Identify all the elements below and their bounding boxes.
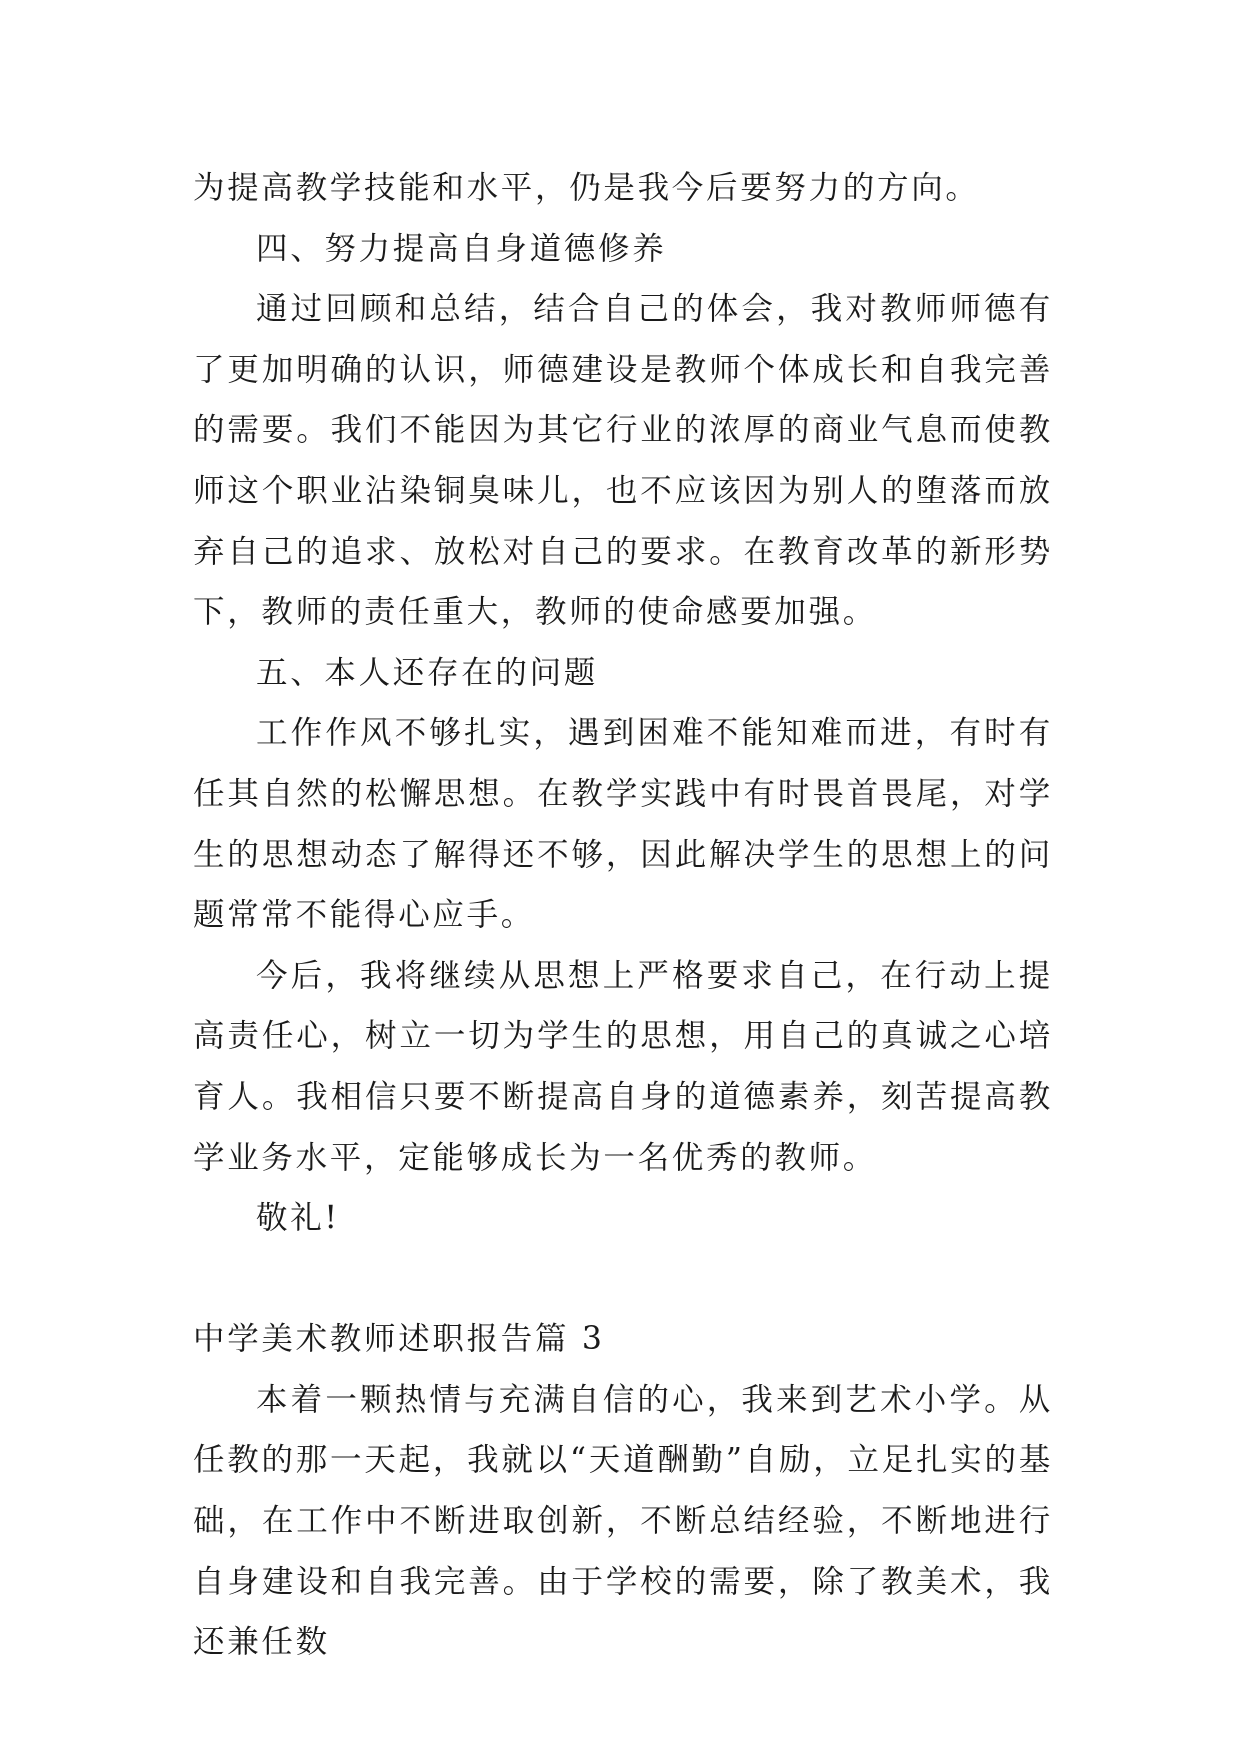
document-body (193, 158, 1053, 1673)
paragraph: 本着一颗热情与充满自信的心，我来到艺术小学。从任教的那一天起，我就以“天道酬勤”自励，立足扎实的基础，在工作中不断进取创新，不断总结经验，不断地进行自身建设和自我完善。由于学校的需要，除了教美术，我还兼任数 (193, 1381, 1053, 1661)
section-title: 中学美术教师述职报告篇 3 (193, 1321, 605, 1358)
paragraph: 今后，我将继续从思想上严格要求自己，在行动上提高责任心，树立一切为学生的思想，用自己的真诚之心培育人。我相信只要不断提高自身的道德素养，刻苦提高教学业务水平，定能够成长为一名优秀的教师。 (193, 957, 1053, 1176)
closing-salutation: 敬礼! (256, 1200, 340, 1237)
section-heading-problems: 五、本人还存在的问题 (256, 654, 599, 691)
paragraph: 为提高教学技能和水平，仍是我今后要努力的方向。 (193, 170, 980, 206)
paragraph: 工作作风不够扎实，遇到困难不能知难而进，有时有任其自然的松懈思想。在教学实践中有时畏首畏尾，对学生的思想动态了解得还不够，因此解决学生的思想上的问题常常不能得心应手。 (193, 715, 1053, 934)
paragraph: 通过回顾和总结，结合自己的体会，我对教师师德有了更加明确的认识，师德建设是教师个体成长和自我完善的需要。我们不能因为其它行业的浓厚的商业气息而使教师这个职业沾染铜臭味儿，也不应该因为别人的堕落而放弃自己的追求、放松对自己的要求。在教育改革的新形势下，教师的责任重大，教师的使命感要加强。 (193, 291, 1053, 631)
blank-line (193, 1249, 1053, 1310)
section-heading-moral: 四、努力提高自身道德修养 (256, 230, 667, 267)
